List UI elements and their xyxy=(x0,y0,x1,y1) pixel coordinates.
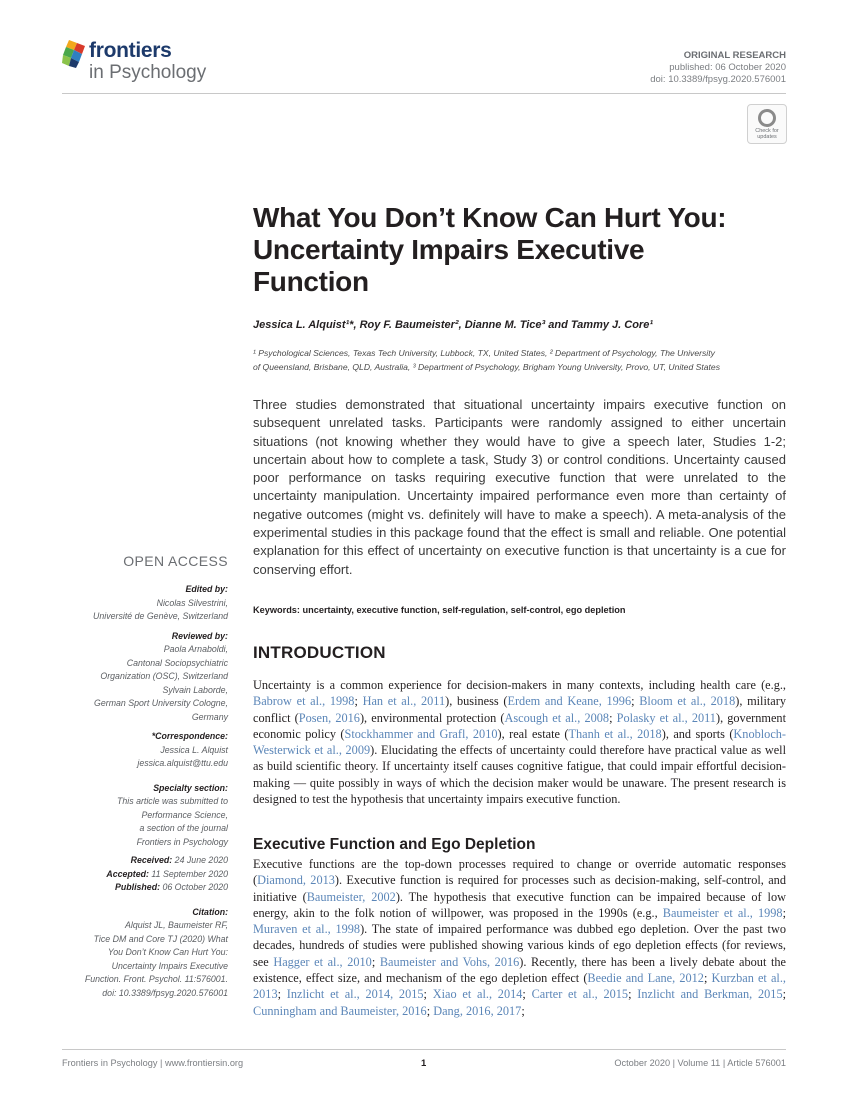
citation-link[interactable]: Carter et al., 2015 xyxy=(531,987,629,1002)
reviewer-line: Cantonal Sociopsychiatric xyxy=(126,657,228,668)
edited-by-label: Edited by: xyxy=(185,584,228,594)
citation-link[interactable]: Polasky et al., 2011 xyxy=(616,710,716,725)
article-title xyxy=(253,202,793,298)
citation-link[interactable]: Erdem and Keane, 1996 xyxy=(507,694,632,709)
citation-link[interactable]: Inzlicht et al., 2014, 2015 xyxy=(286,987,424,1002)
citation-line: You Don’t Know Can Hurt You: xyxy=(107,947,228,957)
footer-divider xyxy=(62,1049,786,1050)
citation-link[interactable]: Baumeister and Vohs, 2016 xyxy=(379,954,520,969)
article-doi[interactable]: doi: 10.3389/fpsyg.2020.576001 xyxy=(650,74,786,85)
affiliation-line: ¹ Psychological Sciences, Texas Tech University, Lubbock, TX, United States, ² Department of Psychology, The University xyxy=(253,348,715,358)
accepted-date xyxy=(28,868,228,882)
reviewer-line: Paola Arnaboldi, xyxy=(163,644,228,654)
received-label: Received: xyxy=(130,855,173,865)
specialty-line: Performance Science, xyxy=(141,809,228,820)
accepted-label: Accepted: xyxy=(106,868,149,879)
citation-link[interactable]: Cunningham and Baumeister, 2016 xyxy=(253,1003,427,1018)
citation-link[interactable]: Dang, 2016, 2017 xyxy=(433,1003,522,1018)
article-type: ORIGINAL RESEARCH xyxy=(683,50,786,61)
reviewer-line: Organization (OSC), Switzerland xyxy=(100,671,228,681)
citation-line: Uncertainty Impairs Executive xyxy=(111,960,228,971)
accepted-value: 11 September 2020 xyxy=(151,868,228,879)
article-sidebar xyxy=(28,583,228,1000)
citation-link[interactable]: Kurzban et al., 2013 xyxy=(253,971,786,1002)
updates-label: Check for updates xyxy=(755,128,779,140)
reviewed-by-label: Reviewed by: xyxy=(171,630,228,641)
citation-link[interactable]: Knobloch-Westerwick et al., 2009 xyxy=(253,726,787,758)
citation-link[interactable]: Thanh et al., 2018 xyxy=(568,726,662,741)
footer-journal-link[interactable]: Frontiers in Psychology | www.frontiersin.org xyxy=(62,1058,244,1068)
bookmark-icon xyxy=(758,109,776,127)
journal-logo[interactable] xyxy=(62,38,232,88)
title-line: What You Don’t Know Can Hurt You: xyxy=(253,202,727,233)
specialty-line: a section of the journal xyxy=(139,823,228,833)
footer-issue-info: October 2020 | Volume 11 | Article 576001 xyxy=(614,1058,786,1068)
logo-wordmark-journal: in Psychology xyxy=(89,62,207,83)
introduction-paragraph: Uncertainty is a common experience for decision-makers in many contexts, including health care (e.g., Babrow et al., 1998; Han et al., 2011), business (Erdem and Keane, 1996; Bloom et al., 2018), military conflict (Posen, 2016), environmental protection (Ascough et al., 2008; Polasky et al., 2011), government economic policy (Stockhammer and Grafl, 2010), real estate (Thanh et al., 2018), and sports (Knobloch-Westerwick et al., 2009). Elucidating the effects of uncertainty could therefore have practical value as well as build scientific theory. If uncertainty itself causes cognitive fatigue, that could impair effortful decision-making — quite possibly in ways of which the decision maker would be unaware. The present research is designed to test the hypothesis that uncertainty impairs executive function. xyxy=(253,678,787,807)
abstract: Three studies demonstrated that situational uncertainty impairs executive function on subsequent unrelated tasks. Participants were randomly assigned to either uncertain situations (not knowing whether they would have to give a speech later, Studies 1-2; uncertain about how to complete a task, Study 3) or control conditions. Uncertainty caused poor performance on tasks requiring executive function that were unrelated to the uncertainty manipulation. Uncertainty impaired performance even more than certainty of negative outcomes (might vs. definitely will have to make a speech). A meta-analysis of the experimental studies in this package found that the effect is small and reliable. One potential explanation for this effect of uncertainty on executive function is that uncertainty is a cue for conserving effort. xyxy=(253,397,786,577)
published-date: published: 06 October 2020 xyxy=(669,62,786,73)
citation-link[interactable]: Stockhammer and Grafl, 2010 xyxy=(344,726,498,741)
check-for-updates-button[interactable] xyxy=(747,104,787,144)
published-label: Published: xyxy=(115,882,160,892)
subsection-heading-executive-function: Executive Function and Ego Depletion xyxy=(253,836,536,853)
affiliations xyxy=(253,346,793,374)
correspondence-label: *Correspondence: xyxy=(151,731,228,741)
citation-link[interactable]: Muraven et al., 1998 xyxy=(253,922,361,937)
specialty-line: This article was submitted to xyxy=(117,796,228,806)
published-value: 06 October 2020 xyxy=(162,882,228,892)
logo-wordmark-frontiers: frontiers xyxy=(89,39,172,62)
received-value: 24 June 2020 xyxy=(174,855,228,865)
citation-link[interactable]: Posen, 2016 xyxy=(298,710,360,725)
reviewer-line: Sylvain Laborde, xyxy=(162,684,228,695)
citation-link[interactable]: Diamond, 2013 xyxy=(257,873,335,888)
citation-link[interactable]: Babrow et al., 1998 xyxy=(253,694,355,709)
citation-link[interactable]: Baumeister, 2002 xyxy=(306,889,396,904)
published-date-sidebar xyxy=(28,881,228,895)
reviewer-line: German Sport University Cologne, xyxy=(94,698,228,708)
open-access-label: OPEN ACCESS xyxy=(123,553,228,569)
specialty-section-label: Specialty section: xyxy=(153,782,228,793)
citation-label: Citation: xyxy=(192,906,228,917)
author-list: Jessica L. Alquist¹*, Roy F. Baumeister², Dianne M. Tice³ and Tammy J. Core¹ xyxy=(253,319,653,331)
citation-link[interactable]: Inzlicht and Berkman, 2015 xyxy=(637,987,783,1002)
received-date xyxy=(28,854,228,868)
keywords: Keywords: uncertainty, executive function, self-regulation, self-control, ego depletion xyxy=(253,605,626,615)
frontiers-logo-icon xyxy=(62,40,86,68)
header-divider xyxy=(62,93,786,94)
reviewer-line: Germany xyxy=(191,711,228,722)
citation-link[interactable]: Beedie and Lane, 2012 xyxy=(587,971,704,986)
citation-link[interactable]: Hagger et al., 2010 xyxy=(273,954,372,969)
citation-link[interactable]: Baumeister et al., 1998 xyxy=(662,905,783,920)
specialty-line: Frontiers in Psychology xyxy=(136,836,228,847)
citation-line: Alquist JL, Baumeister RF, xyxy=(125,920,228,930)
citation-link[interactable]: Han et al., 2011 xyxy=(362,694,446,709)
title-line: Uncertainty Impairs Executive xyxy=(253,234,645,265)
page-number: 1 xyxy=(421,1058,427,1069)
correspondence-name: Jessica L. Alquist xyxy=(160,744,228,755)
citation-line: Function. Front. Psychol. 11:576001. xyxy=(84,974,228,984)
executive-function-paragraph: Executive functions are the top-down processes required to change or override automatic responses (Diamond, 2013). Executive function is required for processes such as decision-making, self-control, and initiative (Baumeister, 2002). The hypothesis that executive function can be impaired because of low energy, akin to the folk notion of willpower, was proposed in the 1990s (e.g., Baumeister et al., 1998; Muraven et al., 1998). The state of impaired performance was dubbed ego depletion. Over the past two decades, hundreds of studies were published showing various kinds of ego depletion effects (for reviews, see Hagger et al., 2010; Baumeister and Vohs, 2016). Recently, there has been a lively debate about the existence, effect size, and mechanism of the ego depletion effect (Beedie and Lane, 2012; Kurzban et al., 2013; Inzlicht et al., 2014, 2015; Xiao et al., 2014; Carter et al., 2015; Inzlicht and Berkman, 2015; Cunningham and Baumeister, 2016; Dang, 2016, 2017; xyxy=(253,857,787,1018)
citation-link[interactable]: Xiao et al., 2014 xyxy=(432,987,523,1002)
citation-link[interactable]: Ascough et al., 2008 xyxy=(504,710,610,725)
editor-line: Nicolas Silvestrini, xyxy=(156,597,228,608)
citation-line: Tice DM and Core TJ (2020) What xyxy=(93,933,228,944)
citation-doi[interactable]: doi: 10.3389/fpsyg.2020.576001 xyxy=(102,987,228,998)
article-meta xyxy=(650,50,786,86)
citation-link[interactable]: Bloom et al., 2018 xyxy=(639,694,736,709)
correspondence-email[interactable]: jessica.alquist@ttu.edu xyxy=(137,758,228,768)
title-line: Function xyxy=(253,266,369,297)
affiliation-line: of Queensland, Brisbane, QLD, Australia, ³ Department of Psychology, Brigham Young University, Provo, UT, United States xyxy=(253,362,720,372)
editor-line: Université de Genève, Switzerland xyxy=(93,611,228,621)
section-heading-introduction: INTRODUCTION xyxy=(253,643,386,662)
